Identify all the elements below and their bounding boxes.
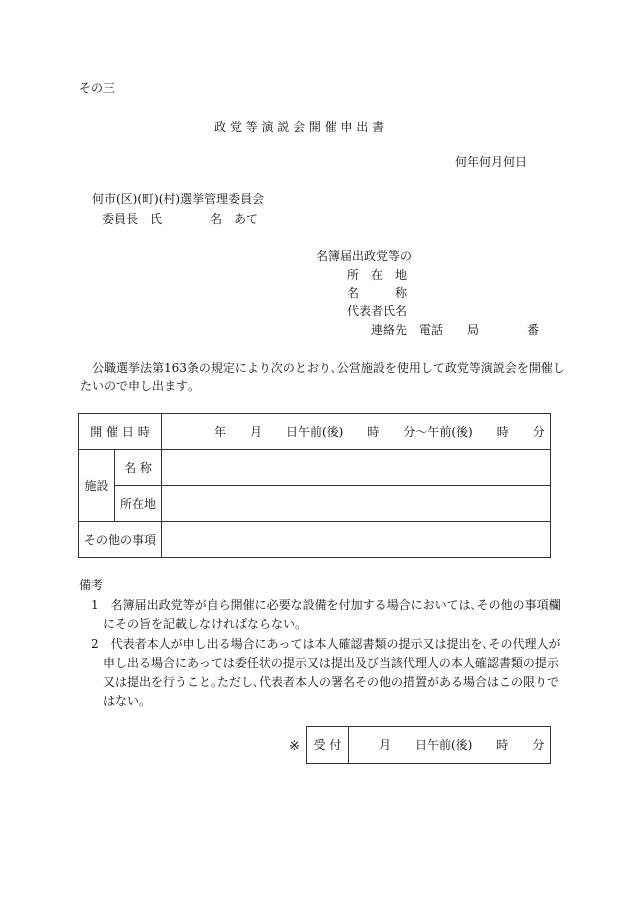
receipt-table [306,726,551,764]
applicant-representative-label: 代表者氏名 [347,304,408,318]
facility-location-label: 所在地 [115,486,162,522]
facility-name-label: 名 称 [115,450,162,486]
other-matters-value [162,522,551,558]
applicant-name-label: 名 称 [347,286,408,300]
facility-name-value [162,450,551,486]
other-matters-label: その他の事項 [79,522,162,558]
receipt-value: 月 日午前(後) 時 分 [349,727,551,764]
addressee-committee: 何市(区)(町)(村)選挙管理委員会 [92,192,265,206]
notes-heading: 備考 [79,578,104,592]
note-2-line-1: 2 代表者本人が申し出る場合にあっては本人確認書類の提示又は提出を､その代理人が [91,637,561,651]
note-1-line-1: 1 名簿届出政党等が自ら開催に必要な設備を付加する場合においては､その他の事項欄 [91,598,561,612]
event-datetime-value: 年 月 日午前(後) 時 分～午前(後) 時 分 [162,414,551,450]
note-1-line-2: にその旨を記載しなければならない｡ [103,617,302,631]
facility-location-value [162,486,551,522]
form-number: その三 [79,81,116,95]
note-2-line-4: はない｡ [103,694,146,708]
statement-line-2: たいので申し出ます｡ [80,379,195,393]
facility-label: 施設 [79,450,115,522]
addressee-chairman: 委員長 氏 名 あて [102,212,259,226]
receipt-mark: ※ [289,739,300,754]
receipt-label: 受 付 [307,727,349,764]
applicant-heading: 名簿届出政党等の [316,249,413,263]
event-table [78,413,551,558]
event-datetime-label: 開 催 日 時 [79,414,162,450]
submission-date: 何年何月何日 [455,155,528,169]
applicant-contact: 連絡先 電話 局 番 [371,323,540,337]
form-title: 政 党 等 演 説 会 開 催 申 出 書 [214,120,385,134]
statement-line-1: 公職選挙法第163条の規定により次のとおり､公営施設を使用して政党等演説会を開催し [92,361,565,375]
applicant-address-label: 所 在 地 [347,268,408,282]
note-2-line-2: 申し出る場合にあっては委任状の提示又は提出及び当該代理人の本人確認書類の提示 [103,656,559,670]
note-2-line-3: 又は提出を行うこと｡ただし､代表者本人の署名その他の措置がある場合はこの限りで [103,675,560,689]
